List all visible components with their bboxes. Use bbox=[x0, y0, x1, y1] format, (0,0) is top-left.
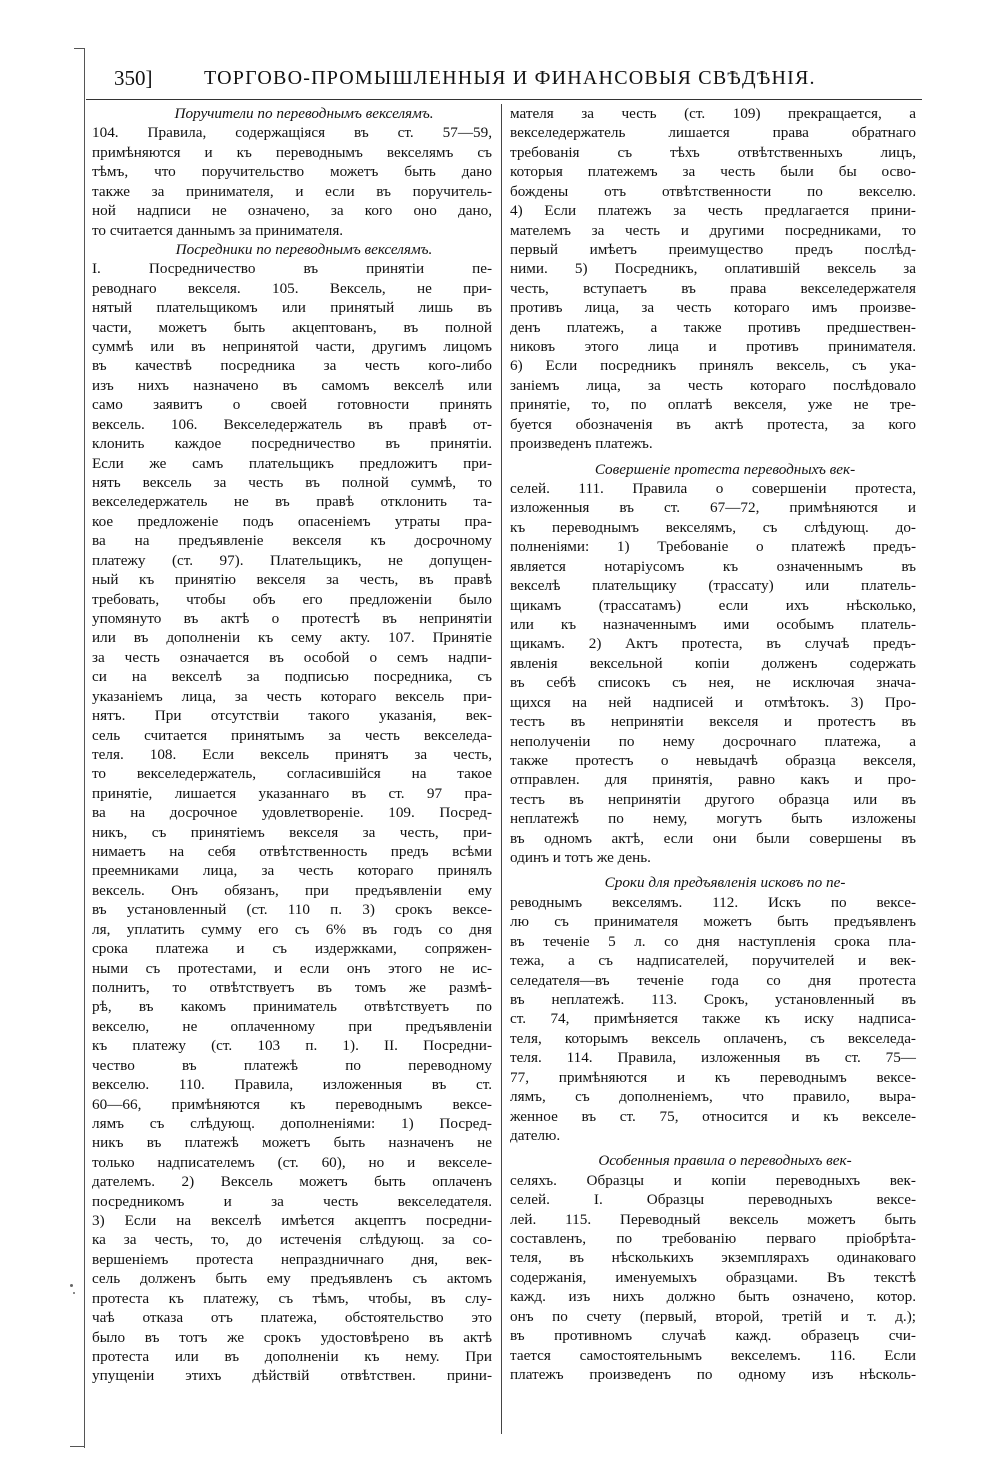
text-line: посредникомъ и за честь векселедателя. bbox=[92, 1192, 492, 1210]
text-line: неплатежѣ по нему, могутъ быть изложены bbox=[510, 810, 916, 828]
text-line: составленъ, по требованію перваго пріобрѣта- bbox=[510, 1230, 916, 1248]
column-divider bbox=[501, 104, 502, 1434]
text-line: также протестъ о невыдачѣ образца векселя, bbox=[510, 751, 916, 769]
text-line: принятіе, лишается указаннаго въ ст. 97 пра- bbox=[92, 784, 492, 802]
text-line: въ установленный (ст. 110 п. 3) срокъ вексе- bbox=[92, 901, 492, 919]
text-line: то векселедержатель, согласившійся на такое bbox=[92, 765, 492, 783]
text-line: требовать, чтобы объ его предложеніи было bbox=[92, 590, 492, 608]
text-line: ст. 74, примѣняется также къ иску надписа- bbox=[510, 1010, 916, 1028]
text-line: кажд. изъ нихъ должно быть означено, котор. bbox=[510, 1288, 916, 1306]
text-line: женное въ ст. 75, относится и къ векселе- bbox=[510, 1107, 916, 1125]
text-line: 77, примѣняются и къ переводнымъ вексе- bbox=[510, 1068, 916, 1086]
text-line: произведенъ платежъ. bbox=[510, 435, 653, 453]
page-border-tick-bottom bbox=[70, 1446, 84, 1447]
text-line: нятый плательщикомъ или принятый лишь въ bbox=[92, 299, 492, 317]
text-line: примѣняются и къ переводнымъ векселямъ съ bbox=[92, 143, 492, 161]
text-line: изъ нихъ назначено въ самомъ векселѣ или bbox=[92, 376, 492, 394]
text-line: 60—66, примѣняются къ переводнымъ вексе- bbox=[92, 1095, 492, 1113]
text-line: никъ въ платежѣ можетъ быть назначенъ не bbox=[92, 1134, 492, 1152]
text-line: теля, въ нѣсколькихъ экземплярахъ одинаковаго bbox=[510, 1249, 916, 1267]
text-line: явленія вексельной копіи долженъ содержать bbox=[510, 654, 916, 672]
text-line: протеста или въ дополненіи къ нему. При bbox=[92, 1348, 492, 1365]
print-speck bbox=[70, 1284, 73, 1287]
text-line: теля. 114. Правила, изложенныя въ ст. 75— bbox=[510, 1049, 916, 1067]
text-line: мателемъ за честь и другими посредниками, то bbox=[510, 221, 916, 239]
text-line: ва на досрочное удовлетвореніе. 109. Посред- bbox=[92, 804, 492, 822]
section-heading-line: Посредники по переводнымъ векселямъ. bbox=[175, 240, 433, 258]
text-line: щихся на ней надписей и отмѣтокъ. 3) Про- bbox=[510, 693, 916, 711]
text-line: 3) Если на векселѣ имѣется акцептъ посредни- bbox=[92, 1212, 492, 1230]
text-line: ва на предъявленіе векселя къ досрочному bbox=[92, 532, 492, 550]
text-line: ля, уплатить сумму его съ 6% въ годъ со дня bbox=[92, 920, 492, 938]
text-line: селей. 111. Правила о совершеніи протеста, bbox=[510, 480, 916, 498]
page-border-rule bbox=[84, 48, 85, 1448]
running-header bbox=[104, 66, 924, 96]
text-line: ными съ протестами, и если онъ этого не ис- bbox=[92, 959, 492, 977]
text-line: теля. 108. Если вексель принятъ за честь, bbox=[92, 745, 492, 763]
text-line: то считается даннымъ за принимателя. bbox=[92, 221, 344, 239]
text-line: реводнаго векселя. 105. Вексель, не при- bbox=[92, 279, 492, 297]
text-line: въ неплатежѣ. 113. Срокъ, установленный въ bbox=[510, 990, 916, 1008]
text-line: требованія съ тѣхъ отвѣтственныхъ лицъ, bbox=[510, 143, 916, 161]
text-line: упущеніи этихъ дѣйствій отвѣтствен. прини- bbox=[92, 1367, 492, 1385]
text-line: Если же самъ плательщикъ предложитъ при- bbox=[92, 454, 492, 472]
text-line: было въ тотъ же срокъ удостовѣрено въ актѣ bbox=[92, 1328, 492, 1346]
text-line: первый имѣетъ преимущество предъ послѣд- bbox=[510, 240, 916, 258]
text-line: неполученіи по нему досрочнаго платежа, а bbox=[510, 732, 916, 750]
section-heading-line: Совершеніе протеста переводныхъ век- bbox=[594, 460, 856, 478]
text-line: онъ по счету (первый, второй, третій и т. д.); bbox=[510, 1307, 916, 1325]
text-line: тестъ въ непринятіи другого образца или въ bbox=[510, 790, 916, 808]
text-line: изложенныя въ ст. 67—72, примѣняются и bbox=[510, 499, 916, 517]
text-line: чество въ платежѣ по переводному bbox=[92, 1056, 492, 1074]
text-line: платежъ произведенъ по одному изъ нѣсколь- bbox=[510, 1366, 916, 1383]
text-line: платежу (ст. 97). Плательщикъ, не допущен- bbox=[92, 551, 492, 569]
text-line: тестъ въ непринятіи векселя и протестъ въ bbox=[510, 713, 916, 731]
text-line: одинъ и тотъ же день. bbox=[510, 849, 651, 867]
text-line: упомянуто въ актѣ о протестѣ въ непринятіи bbox=[92, 609, 492, 627]
text-line: само заявитъ о своей готовности принять bbox=[92, 396, 492, 414]
text-line: теля, которымъ вексель оплаченъ, съ векселеда- bbox=[510, 1029, 916, 1047]
print-speck bbox=[73, 1292, 75, 1294]
text-line: полненіями: 1) Требованіе о платежѣ предъ- bbox=[510, 538, 916, 556]
text-line: лямъ съ слѣдующ. дополненіями: 1) Посред- bbox=[92, 1114, 492, 1132]
text-line: векселедержатель лишается права обратнаго bbox=[510, 124, 916, 142]
text-line: нять вексель за честь въ полной суммѣ, то bbox=[92, 474, 492, 492]
text-line: только надписателемъ (ст. 60), но и векселе- bbox=[92, 1153, 492, 1171]
text-line: вершеніемъ протеста непраздничнаго дня, век- bbox=[92, 1250, 492, 1268]
text-line: I. Посредничество въ принятіи пе- bbox=[92, 260, 492, 278]
text-line: ними. 5) Посредникъ, оплатившій вексель за bbox=[510, 260, 916, 278]
text-line: 4) Если платежъ за честь предлагается прини- bbox=[510, 202, 916, 220]
text-line: 104. Правила, содержащіяся въ ст. 57—59, bbox=[92, 124, 492, 142]
text-line: бождены отъ отвѣтственности по векселю. bbox=[510, 182, 916, 200]
text-line: срока платежа и съ издержками, сопряжен- bbox=[92, 940, 492, 958]
text-line: мателя за честь (ст. 109) прекращается, а bbox=[510, 105, 916, 122]
text-line: части, можетъ быть акцептованъ, въ полной bbox=[92, 318, 492, 336]
text-line: сель долженъ быть ему предъявленъ съ актомъ bbox=[92, 1270, 492, 1288]
text-line: ный къ принятію векселя за честь, въ правѣ bbox=[92, 571, 492, 589]
text-line: преемниками лица, за честь котораго принялъ bbox=[92, 862, 492, 880]
text-line: тается самостоятельнымъ векселемъ. 116. Если bbox=[510, 1346, 916, 1364]
text-line: реводнымъ векселямъ. 112. Искъ по вексе- bbox=[510, 893, 916, 911]
text-line: вексель. Онъ обязанъ, при предъявленіи ему bbox=[92, 881, 492, 899]
running-title: ТОРГОВО-ПРОМЫШЛЕННЫЯ И ФИНАНСОВЫЯ СВѢДѢНІЯ. bbox=[204, 67, 816, 89]
text-line: нятъ. При отсутствіи такого указанія, век- bbox=[92, 707, 492, 725]
text-line: которыя платежемъ за честь были бы осво- bbox=[510, 163, 916, 181]
text-line: тѣмъ, что поручительство можетъ быть дано bbox=[92, 163, 492, 181]
text-line: въ себѣ списокъ съ нея, не исключая знача- bbox=[510, 674, 916, 692]
text-line: чаѣ отказа отъ платежа, обстоятельство это bbox=[92, 1309, 492, 1327]
text-line: или къ назначеннымъ ими особымъ платель- bbox=[510, 615, 916, 633]
text-line: является нотаріусомъ къ означеннымъ въ bbox=[510, 557, 916, 575]
text-line: тежа, а съ надписателей, поручителей и век- bbox=[510, 952, 916, 970]
text-line: рѣ, въ какомъ приниматель отвѣтствуетъ по bbox=[92, 998, 492, 1016]
text-line: лямъ, съ дополненіемъ, что правило, выра- bbox=[510, 1088, 916, 1106]
page-border-tick-top bbox=[74, 48, 84, 49]
section-heading-line: Особенныя правила о переводныхъ век- bbox=[598, 1152, 852, 1170]
text-line: щикамъ (трассатамъ) если ихъ нѣсколько, bbox=[510, 596, 916, 614]
text-line: векселедержатель не въ правѣ отклонить та- bbox=[92, 493, 492, 511]
text-line: въ противномъ случаѣ кажд. образецъ счи- bbox=[510, 1327, 916, 1345]
text-line: полнитъ, то отвѣтствуетъ въ томъ же размѣ- bbox=[92, 978, 492, 996]
text-line: селяхъ. Образцы и копіи переводныхъ век- bbox=[510, 1171, 916, 1189]
text-line: содержанія, именуемыхъ образцами. Въ текстѣ bbox=[510, 1268, 916, 1286]
text-line: лю съ принимателя можетъ быть предъявленъ bbox=[510, 913, 916, 931]
text-line: противъ лица, за честь котораго имъ произве- bbox=[510, 299, 916, 317]
text-line: въ качествѣ посредника за честь кого-либо bbox=[92, 357, 492, 375]
text-line: заніемъ лица, за честь котораго послѣдовало bbox=[510, 376, 916, 394]
text-line: вексель. 106. Векселедержатель въ правѣ от- bbox=[92, 415, 492, 433]
text-line: щикамъ. 2) Актъ протеста, въ случаѣ предъ- bbox=[510, 635, 916, 653]
text-line: въ одномъ актѣ, если они были совершены въ bbox=[510, 829, 916, 847]
text-line: дателю. bbox=[510, 1126, 561, 1144]
left-text-column bbox=[92, 104, 492, 1386]
text-line: къ переводнымъ векселямъ, съ слѣдующ. до- bbox=[510, 518, 916, 536]
text-line: сель считается принятымъ за честь векселеда- bbox=[92, 726, 492, 744]
text-line: честь, вступаетъ въ права векселедержателя bbox=[510, 279, 916, 297]
right-text-column bbox=[510, 104, 916, 1384]
section-heading-line: Поручители по переводнымъ векселямъ. bbox=[174, 105, 434, 122]
text-line: въ теченіе 5 л. со дня наступленія срока пла- bbox=[510, 932, 916, 950]
text-line: никовъ этого лица и противъ принимателя. bbox=[510, 338, 916, 356]
text-line: буется обозначенія въ актѣ протеста, за кого bbox=[510, 415, 916, 433]
text-line: къ платежу (ст. 103 п. 1). II. Посредни- bbox=[92, 1037, 492, 1055]
text-line: векселѣ плательщику (трассату) или платель- bbox=[510, 577, 916, 595]
header-rule bbox=[86, 99, 922, 100]
text-line: кое предложеніе подъ опасеніемъ утраты пра- bbox=[92, 512, 492, 530]
page-number: 350] bbox=[114, 66, 153, 90]
text-line: принятіе, то, по оплатѣ векселя, уже не тре- bbox=[510, 396, 916, 414]
section-heading-line: Сроки для предъявленія исковъ по пе- bbox=[604, 874, 846, 892]
text-line: денъ платежъ, а также противъ предшествен- bbox=[510, 318, 916, 336]
text-line: отправлен. для принятія, равно какъ и про- bbox=[510, 771, 916, 789]
text-line: клонить каждое посредничество въ принятіи. bbox=[92, 435, 492, 453]
text-line: никъ, съ принятіемъ векселя за честь, при- bbox=[92, 823, 492, 841]
text-line: протеста къ платежу, съ тѣмъ, чтобы, въ слу- bbox=[92, 1289, 492, 1307]
text-line: си на векселѣ за подписью посредника, съ bbox=[92, 668, 492, 686]
text-line: 6) Если посредникъ принялъ вексель, съ ука- bbox=[510, 357, 916, 375]
text-line: векселю, не оплаченному при предъявленіи bbox=[92, 1017, 492, 1035]
text-line: дателемъ. 2) Вексель можетъ быть оплаченъ bbox=[92, 1173, 492, 1191]
text-line: за честь означается въ особой о семъ надпи- bbox=[92, 648, 492, 666]
text-line: ка за честь, то, до истеченія слѣдующ. за со- bbox=[92, 1231, 492, 1249]
text-line: также за принимателя, и если въ поручитель- bbox=[92, 182, 492, 200]
text-line: селедателя—въ теченіе года со дня протеста bbox=[510, 971, 916, 989]
text-line: селей. I. Образцы переводныхъ вексе- bbox=[510, 1191, 916, 1209]
text-line: ной надписи не означено, за кого оно дано, bbox=[92, 202, 492, 220]
text-line: векселю. 110. Правила, изложенныя въ ст. bbox=[92, 1076, 492, 1094]
text-line: нимаетъ на себя отвѣтственность предъ всѣми bbox=[92, 843, 492, 861]
text-line: указаніемъ лица, за честь котораго вексель при- bbox=[92, 687, 492, 705]
text-line: лей. 115. Переводный вексель можетъ быть bbox=[510, 1210, 916, 1228]
text-line: или въ дополненіи къ сему акту. 107. Принятіе bbox=[92, 629, 492, 647]
text-line: суммѣ или въ непринятой части, другимъ лицомъ bbox=[92, 338, 492, 356]
